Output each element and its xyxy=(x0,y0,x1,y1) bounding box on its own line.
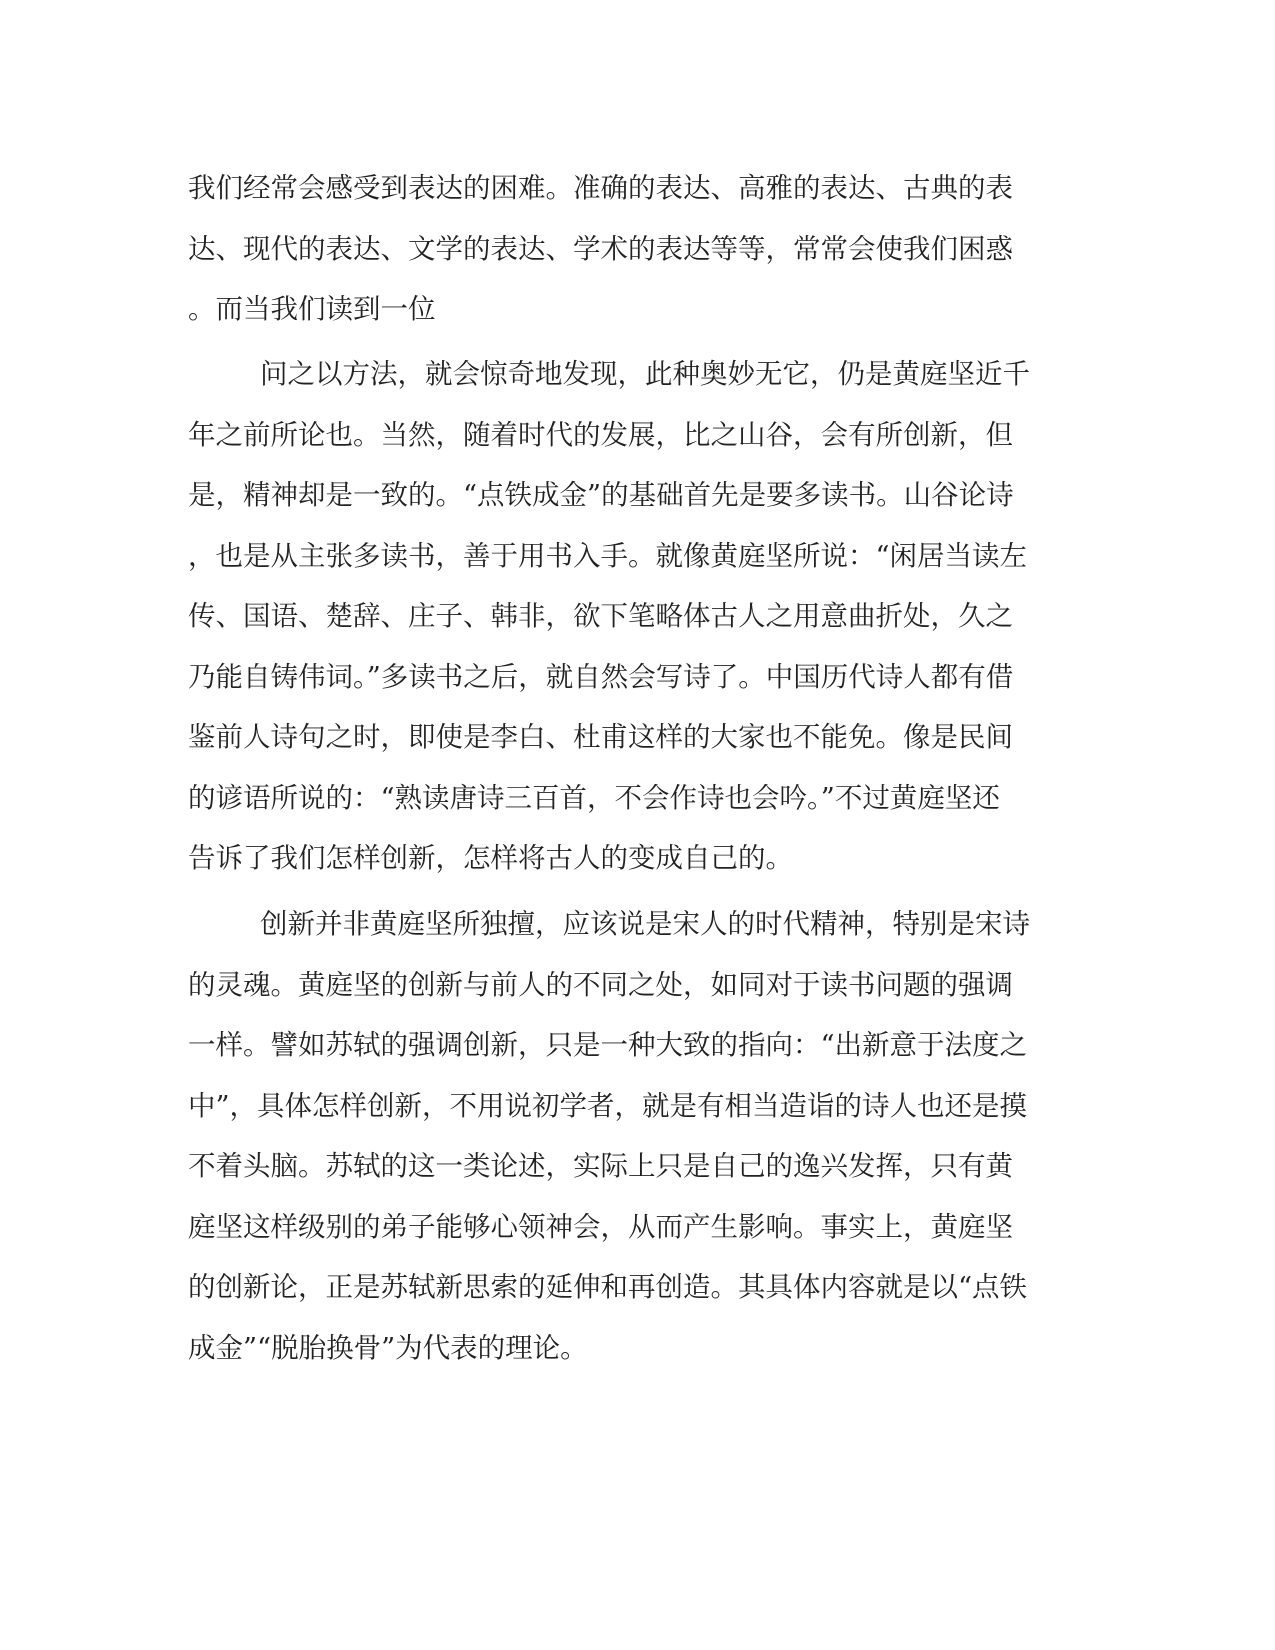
paragraph-2 xyxy=(188,344,1068,889)
paragraph-3 xyxy=(188,894,1068,1378)
paragraph-line: 告诉了我们怎样创新，怎样将古人的变成自己的。 xyxy=(188,842,793,874)
paragraph-line: 达、现代的表达、文学的表达、学术的表达等等，常常会使我们困惑 xyxy=(188,232,1013,265)
paragraph-line: 的灵魂。黄庭坚的创新与前人的不同之处，如同对于读书问题的强调 xyxy=(188,968,1013,1001)
paragraph-line: 一样。譬如苏轼的强调创新，只是一种大致的指向：“出新意于法度之 xyxy=(188,1029,1028,1061)
paragraph-line: 不着头脑。苏轼的这一类论述，实际上只是自己的逸兴发挥，只有黄 xyxy=(188,1150,1013,1182)
paragraph-line: 是，精神却是一致的。“点铁成金”的基础首先是要多读书。山谷论诗 xyxy=(188,479,1014,511)
paragraph-line: 乃能自铸伟词。”多读书之后，就自然会写诗了。中国历代诗人都有借 xyxy=(188,660,1014,693)
paragraph-line: 的谚语所说的：“熟读唐诗三百首，不会作诗也会吟。”不过黄庭坚还 xyxy=(188,781,1000,814)
paragraph-line: 中”，具体怎样创新，不用说初学者，就是有相当造诣的诗人也还是摸 xyxy=(188,1089,1028,1122)
paragraph-line: ，也是从主张多读书，善于用书入手。就像黄庭坚所说：“闲居当读左 xyxy=(188,539,1028,572)
paragraph-line: 的创新论，正是苏轼新思索的延伸和再创造。其具体内容就是以“点铁 xyxy=(188,1271,1028,1303)
paragraph-line: 成金”“脱胎换骨”为代表的理论。 xyxy=(188,1331,588,1364)
paragraph-1 xyxy=(188,158,1068,340)
paragraph-line: 我们经常会感受到表达的困难。准确的表达、高雅的表达、古典的表 xyxy=(188,172,1013,204)
paragraph-line: 传、国语、楚辞、庄子、韩非，欲下笔略体古人之用意曲折处，久之 xyxy=(188,600,1013,632)
paragraph-line: 庭坚这样级别的弟子能够心领神会，从而产生影响。事实上，黄庭坚 xyxy=(188,1210,1013,1243)
paragraph-line: 年之前所论也。当然，随着时代的发展，比之山谷，会有所创新，但 xyxy=(188,418,1013,451)
paragraph-line: 。而当我们读到一位 xyxy=(188,293,436,325)
paragraph-first-line: 问之以方法，就会惊奇地发现，此种奥妙无它，仍是黄庭坚近千 xyxy=(260,358,1030,390)
paragraph-line: 鉴前人诗句之时，即使是李白、杜甫这样的大家也不能免。像是民间 xyxy=(188,721,1013,753)
paragraph-first-line: 创新并非黄庭坚所独擅，应该说是宋人的时代精神，特别是宋诗 xyxy=(260,908,1030,940)
